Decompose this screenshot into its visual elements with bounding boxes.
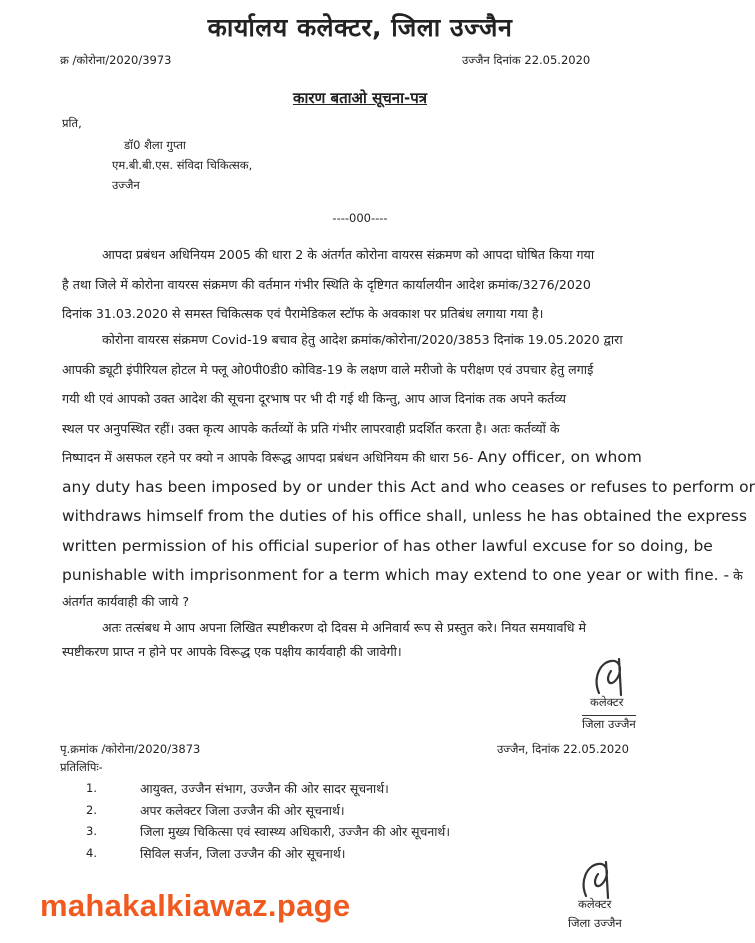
copy-number: 2. xyxy=(86,803,97,817)
subject-heading: कारण बताओ सूचना-पत्र xyxy=(292,89,428,107)
letter-reference: क्र /कोरोना/2020/3973 xyxy=(60,53,172,67)
paragraph-english-line: any duty has been imposed by or under this Act and who ceases or refuses to perform or xyxy=(62,477,755,496)
copy-text: आयुक्त, उज्जैन संभाग, उज्जैन की ओर सादर सूचनार्थ। xyxy=(140,781,389,796)
paragraph-line: अंतर्गत कार्यवाही की जाये ? xyxy=(62,593,190,609)
paragraph-english-text: Any officer, on whom xyxy=(477,448,642,466)
addressee-city: उज्जैन xyxy=(112,178,140,192)
addressee-name: डॉ0 शैला गुप्ता xyxy=(124,138,186,152)
copy-label: प्रतिलिपिः- xyxy=(60,760,103,774)
paragraph-line xyxy=(62,443,687,473)
watermark-text: mahakalkiawaz.page xyxy=(40,888,351,923)
paragraph-line: दिनांक 31.03.2020 से समस्त चिकित्सक एवं पैरामेडिकल स्टॉफ के अवकाश पर प्रतिबंध लगाया गया है। xyxy=(62,306,544,321)
signatory-district: जिला उज्जैन xyxy=(568,916,622,930)
paragraph-hindi-text: के xyxy=(733,568,743,583)
paragraph-line: आपदा प्रबंधन अधिनियम 2005 की धारा 2 के अंतर्गत कोरोना वायरस संक्रमण को आपदा घोषित किया गया xyxy=(102,247,595,262)
signatory-title: कलेक्टर xyxy=(578,897,612,911)
paragraph-hindi-text: निष्पादन में असफल रहने पर क्यो न आपके विरूद्ध आपदा प्रबंधन अधिनियम की धारा 56- xyxy=(62,450,474,465)
copy-number: 1. xyxy=(86,781,97,795)
copy-text: अपर कलेक्टर जिला उज्जैन की ओर सूचनार्थ। xyxy=(140,803,345,818)
copy-text: सिविल सर्जन, जिला उज्जैन की ओर सूचनार्थ। xyxy=(140,846,346,861)
paragraph-line xyxy=(62,561,743,591)
signatory-district: जिला उज्जैन xyxy=(582,717,636,731)
copy-number: 4. xyxy=(86,846,97,860)
copy-number: 3. xyxy=(86,824,97,838)
endorsement-reference: पृ.क्रमांक /कोरोना/2020/3873 xyxy=(60,742,201,756)
paragraph-english-line: written permission of his official superior of has other lawful excuse for so doing, be xyxy=(62,536,713,555)
paragraph-line: गयी थी एवं आपको उक्त आदेश की सूचना दूरभाष पर भी दी गई थी किन्तु, आप आज दिनांक तक अपने कर्तव्य xyxy=(62,391,566,406)
letter-place-date: उज्जैन दिनांक 22.05.2020 xyxy=(462,53,591,67)
addressee-to-label: प्रति, xyxy=(62,116,82,130)
separator: ----000---- xyxy=(332,211,388,225)
paragraph-line: स्थल पर अनुपस्थित रहीं। उक्त कृत्य आपके कर्तव्यों के प्रति गंभीर लापरवाही प्रदर्शित करता है। अतः कर्तव्यों के xyxy=(62,420,560,436)
paragraph-line: कोरोना वायरस संक्रमण Covid-19 बचाव हेतु आदेश क्रमांक/कोरोना/2020/3853 दिनांक 19.05.2020 द्वारा xyxy=(102,332,623,347)
body-paragraph-2 xyxy=(62,325,755,613)
addressee-designation: एम.बी.बी.एस. संविदा चिकित्सक, xyxy=(112,158,253,172)
paragraph-line: आपकी ड्यूटी इंपीरियल होटल मे फ्लू ओ0पी0डी0 कोविड-19 के लक्षण वाले मरीजो के परीक्षण एवं उपचार हेतु लगाई xyxy=(62,361,594,377)
signatory-title: कलेक्टर xyxy=(590,695,624,709)
paragraph-line: अतः तत्संबध मे आप अपना लिखित स्पष्टीकरण दो दिवस मे अनिवार्य रूप से प्रस्तुत करे। नियत समयावधि मे xyxy=(102,620,587,635)
paragraph-line: स्पष्टीकरण प्राप्त न होने पर आपके विरूद्ध एक पक्षीय कार्यवाही की जावेगी। xyxy=(62,644,402,659)
endorsement-place-date: उज्जैन, दिनांक 22.05.2020 xyxy=(497,742,629,756)
paragraph-line: है तथा जिले में कोरोना वायरस संक्रमण की वर्तमान गंभीर स्थिति के दृष्टिगत कार्यालयीन आदेश क्रमांक/3276/2020 xyxy=(62,276,591,292)
paragraph-english-text: punishable with imprisonment for a term which may extend to one year or with fine. - xyxy=(62,566,730,584)
paragraph-english-line: withdraws himself from the duties of his office shall, unless he has obtained the express xyxy=(62,507,747,525)
body-paragraph-1 xyxy=(62,240,687,329)
copy-text: जिला मुख्य चिकित्सा एवं स्वास्थ्य अधिकारी, उज्जैन की ओर सूचनार्थ। xyxy=(140,824,451,839)
office-title: कार्यालय कलेक्टर, जिला उज्जैन xyxy=(207,13,513,42)
